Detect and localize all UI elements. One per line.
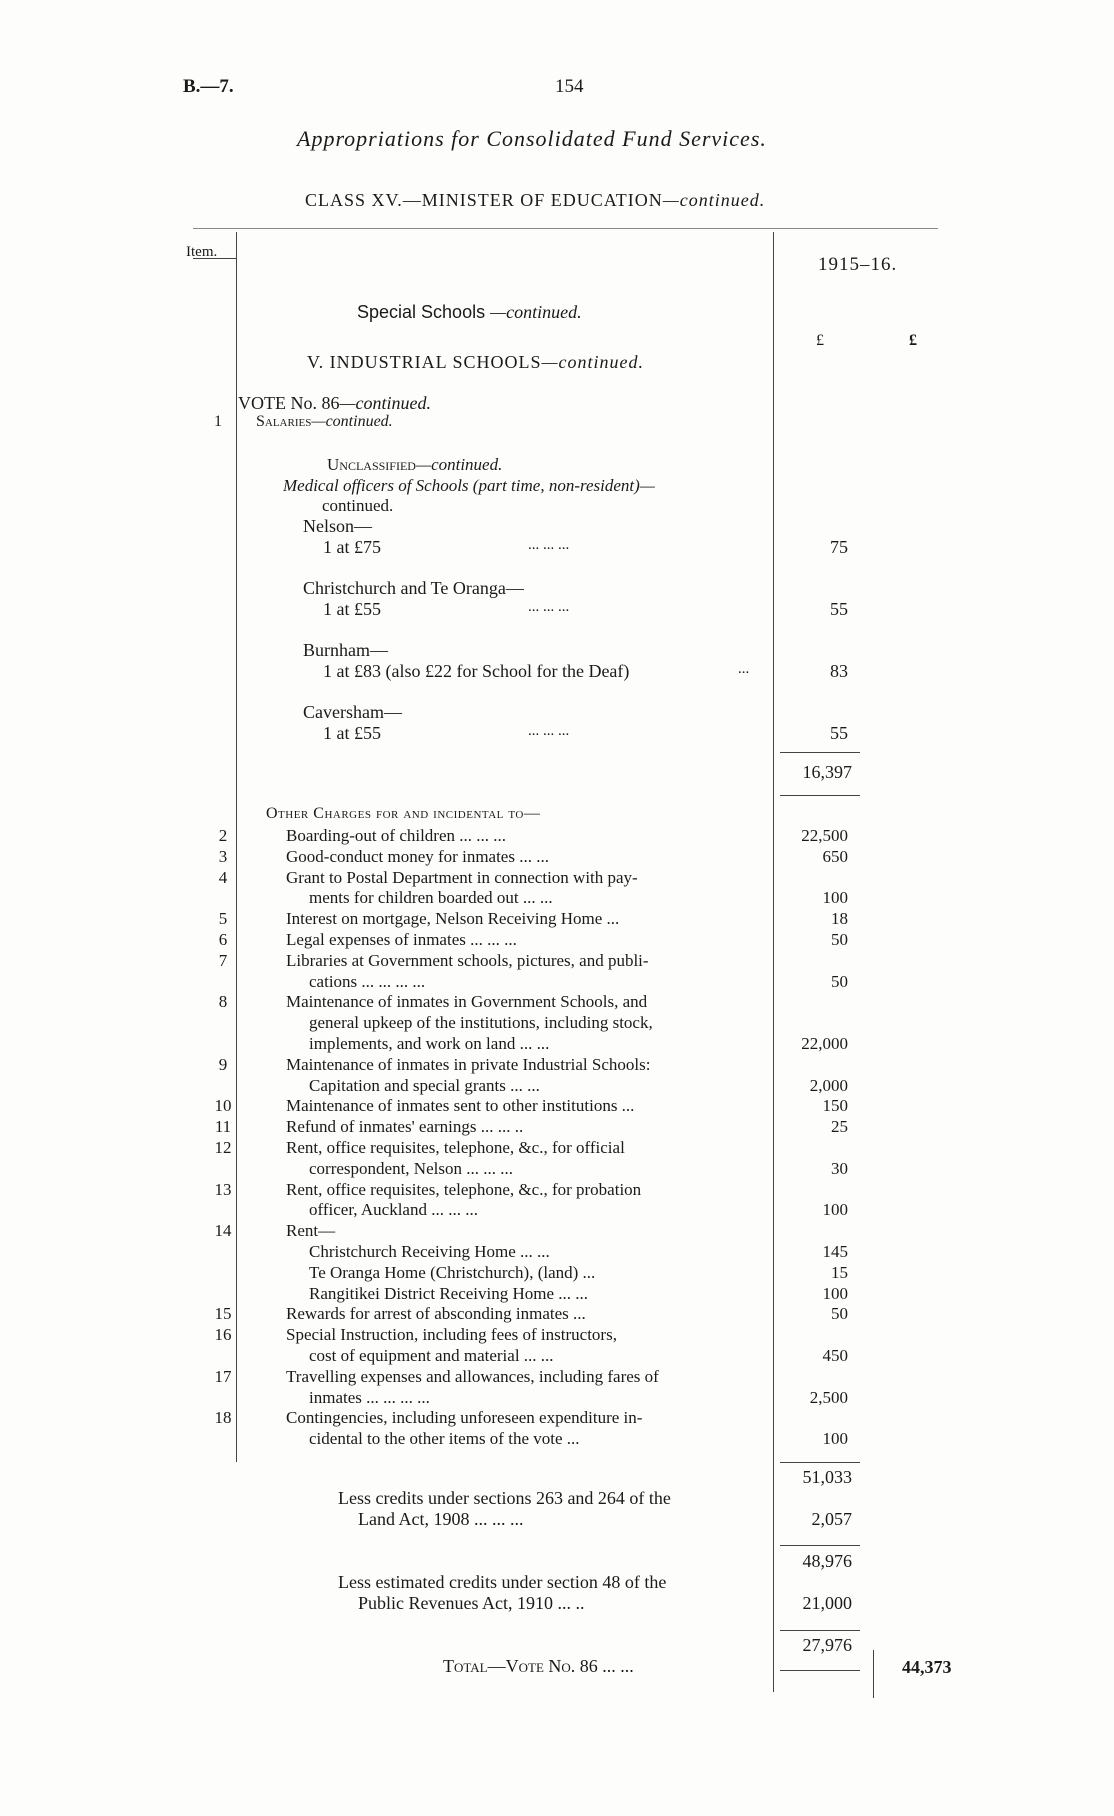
salary-amount: 83 [830, 661, 848, 681]
item-number: 8 [218, 992, 228, 1012]
charge-amount: 2,000 [809, 1075, 848, 1095]
item-number: 11 [214, 1117, 232, 1137]
medical-officers-continued: continued. [322, 496, 394, 515]
item-number: 17 [214, 1366, 232, 1386]
less-estimated-credits-amount: 21,000 [802, 1593, 852, 1613]
charge-description: cidental to the other items of the vote ... [309, 1429, 580, 1449]
charge-description: Grant to Postal Department in connection with pay- [286, 867, 638, 887]
charge-amount: 15 [831, 1262, 848, 1282]
less-credits-line: Land Act, 1908 ... ... ... [358, 1509, 524, 1529]
salary-amount: 55 [830, 599, 848, 619]
charge-amount: 25 [831, 1117, 848, 1137]
charge-description: Special Instruction, including fees of instructors, [286, 1325, 617, 1345]
salary-place: Christchurch and Te Oranga— [303, 578, 524, 598]
charge-description: Refund of inmates' earnings ... ... .. [286, 1117, 524, 1137]
charge-amount: 100 [822, 1200, 848, 1220]
salary-place: Burnham— [303, 640, 388, 660]
charge-description: Interest on mortgage, Nelson Receiving Home ... [286, 909, 620, 929]
subtotal-amount: 48,976 [802, 1551, 852, 1571]
item-number: 16 [214, 1325, 232, 1345]
charge-amount: 50 [831, 930, 848, 949]
item-number: 4 [218, 867, 228, 887]
charge-description: Te Oranga Home (Christchurch), (land) ... [309, 1262, 596, 1282]
item-number: 2 [218, 826, 228, 845]
charge-description: Good-conduct money for inmates ... ... [286, 846, 549, 866]
item-column-rule [236, 232, 237, 1462]
charge-amount: 50 [831, 1304, 848, 1324]
other-charges-heading: Other Charges for and incidental to— [266, 805, 541, 822]
item-number: 1 [214, 413, 222, 430]
less-credits-amount: 2,057 [811, 1509, 852, 1529]
charge-description: Rent, office requisites, telephone, &c., for official [286, 1138, 625, 1157]
charge-amount: 450 [822, 1346, 848, 1365]
leader-dots: ... [738, 661, 750, 677]
salary-detail: 1 at £75 [323, 537, 381, 557]
salary-amount: 55 [830, 723, 848, 743]
vote-total-label: Total—Vote No. 86 ... ... [443, 1656, 634, 1676]
charge-amount: 22,000 [801, 1034, 848, 1053]
leader-dots: ... ... ... [528, 723, 570, 739]
charge-amount: 30 [831, 1158, 848, 1178]
item-number: 12 [214, 1138, 232, 1157]
salaries-total: 16,397 [802, 762, 852, 782]
industrial-schools-heading: V. INDUSTRIAL SCHOOLS—continued. [307, 352, 645, 372]
charge-description: Libraries at Government schools, pictures, and publi- [286, 950, 649, 970]
salary-place: Caversham— [303, 702, 402, 722]
salaries-heading: Salaries—continued. [256, 413, 393, 430]
charge-amount: 150 [822, 1096, 848, 1116]
item-number: 9 [218, 1054, 228, 1074]
item-number: 6 [218, 930, 228, 949]
less-credits-line: Less credits under sections 263 and 264 of the [338, 1488, 671, 1508]
item-number: 15 [214, 1304, 232, 1324]
charge-description: Maintenance of inmates in private Industrial Schools: [286, 1054, 651, 1074]
charge-description: Rewards for arrest of absconding inmates ... [286, 1304, 586, 1324]
vote-heading: VOTE No. 86—continued. [238, 393, 431, 413]
charge-amount: 100 [822, 1429, 848, 1449]
charge-description: Capitation and special grants ... ... [309, 1075, 540, 1095]
class-title: CLASS XV.—MINISTER OF EDUCATION—continued. [305, 190, 766, 210]
net-vote-amount: 27,976 [802, 1635, 852, 1655]
less-estimated-credits-line: Less estimated credits under section 48 of the [338, 1572, 667, 1592]
charge-description: Rent, office requisites, telephone, &c., for probation [286, 1179, 642, 1199]
charge-amount: 22,500 [801, 826, 848, 845]
unclassified-heading: Unclassified—continued. [327, 455, 503, 474]
charge-amount: 18 [831, 909, 848, 929]
charge-description: cations ... ... ... ... [309, 971, 426, 991]
subtotal-rule [780, 1670, 860, 1671]
item-number: 14 [214, 1221, 232, 1241]
charge-description: implements, and work on land ... ... [309, 1034, 550, 1053]
charge-description: correspondent, Nelson ... ... ... [309, 1158, 513, 1178]
running-title: Appropriations for Consolidated Fund Services. [297, 126, 767, 151]
charge-amount: 50 [831, 971, 848, 991]
grand-total-amount: 44,373 [902, 1657, 952, 1677]
year-header: 1915–16. [818, 254, 898, 275]
charge-amount: 2,500 [809, 1387, 848, 1407]
salary-amount: 75 [830, 537, 848, 557]
charge-description: Maintenance of inmates in Government Schools, and [286, 992, 648, 1012]
charge-amount: 100 [822, 1283, 848, 1303]
item-number: 3 [218, 846, 228, 866]
salary-detail: 1 at £55 [323, 723, 381, 743]
item-number: 5 [218, 909, 228, 929]
item-number: 7 [218, 950, 228, 970]
charge-description: inmates ... ... ... ... [309, 1387, 430, 1407]
charge-description: cost of equipment and material ... ... [309, 1346, 554, 1365]
charge-amount: 145 [822, 1242, 848, 1261]
subtotal-rule [780, 1545, 860, 1546]
charge-description: general upkeep of the institutions, including stock, [309, 1013, 653, 1033]
item-number: 13 [214, 1179, 232, 1199]
salary-detail: 1 at £83 (also £22 for School for the Deaf) [323, 661, 630, 681]
subtotal-rule [780, 752, 860, 753]
charge-amount: 650 [822, 846, 848, 866]
charge-description: officer, Auckland ... ... ... [309, 1200, 478, 1220]
pound-sign: £ [816, 332, 824, 349]
charge-description: Maintenance of inmates sent to other institutions ... [286, 1096, 635, 1116]
total-column-rule [873, 1650, 874, 1698]
page-number: 154 [555, 76, 584, 97]
charge-description: Travelling expenses and allowances, including fares of [286, 1366, 659, 1386]
medical-officers-heading: Medical officers of Schools (part time, non-resident)— [283, 476, 655, 495]
charge-description: Rangitikei District Receiving Home ... ... [309, 1283, 589, 1303]
subtotal-rule [780, 1630, 860, 1631]
charge-description: ments for children boarded out ... ... [309, 888, 553, 908]
table-top-rule [193, 228, 938, 229]
page-reference: B.—7. [183, 76, 234, 97]
charge-description: Rent— [286, 1221, 336, 1241]
leader-dots: ... ... ... [528, 537, 570, 553]
charge-description: Legal expenses of inmates ... ... ... [286, 930, 517, 949]
special-schools-heading: Special Schools —continued. [357, 302, 582, 322]
salary-place: Nelson— [303, 516, 372, 536]
charge-amount: 100 [822, 888, 848, 908]
less-estimated-credits-line: Public Revenues Act, 1910 ... .. [358, 1593, 585, 1613]
charge-description: Contingencies, including unforeseen expenditure in- [286, 1408, 643, 1428]
pound-sign: £ [909, 332, 917, 349]
subtotal-rule [780, 1462, 860, 1463]
item-number: 10 [214, 1096, 232, 1116]
item-number: 18 [214, 1408, 232, 1428]
subtotal-rule [780, 795, 860, 796]
salary-detail: 1 at £55 [323, 599, 381, 619]
leader-dots: ... ... ... [528, 599, 570, 615]
subtotal-amount: 51,033 [802, 1467, 852, 1487]
charge-description: Christchurch Receiving Home ... ... [309, 1242, 550, 1261]
charge-description: Boarding-out of children ... ... ... [286, 826, 507, 845]
item-column-header: Item. [186, 244, 218, 260]
